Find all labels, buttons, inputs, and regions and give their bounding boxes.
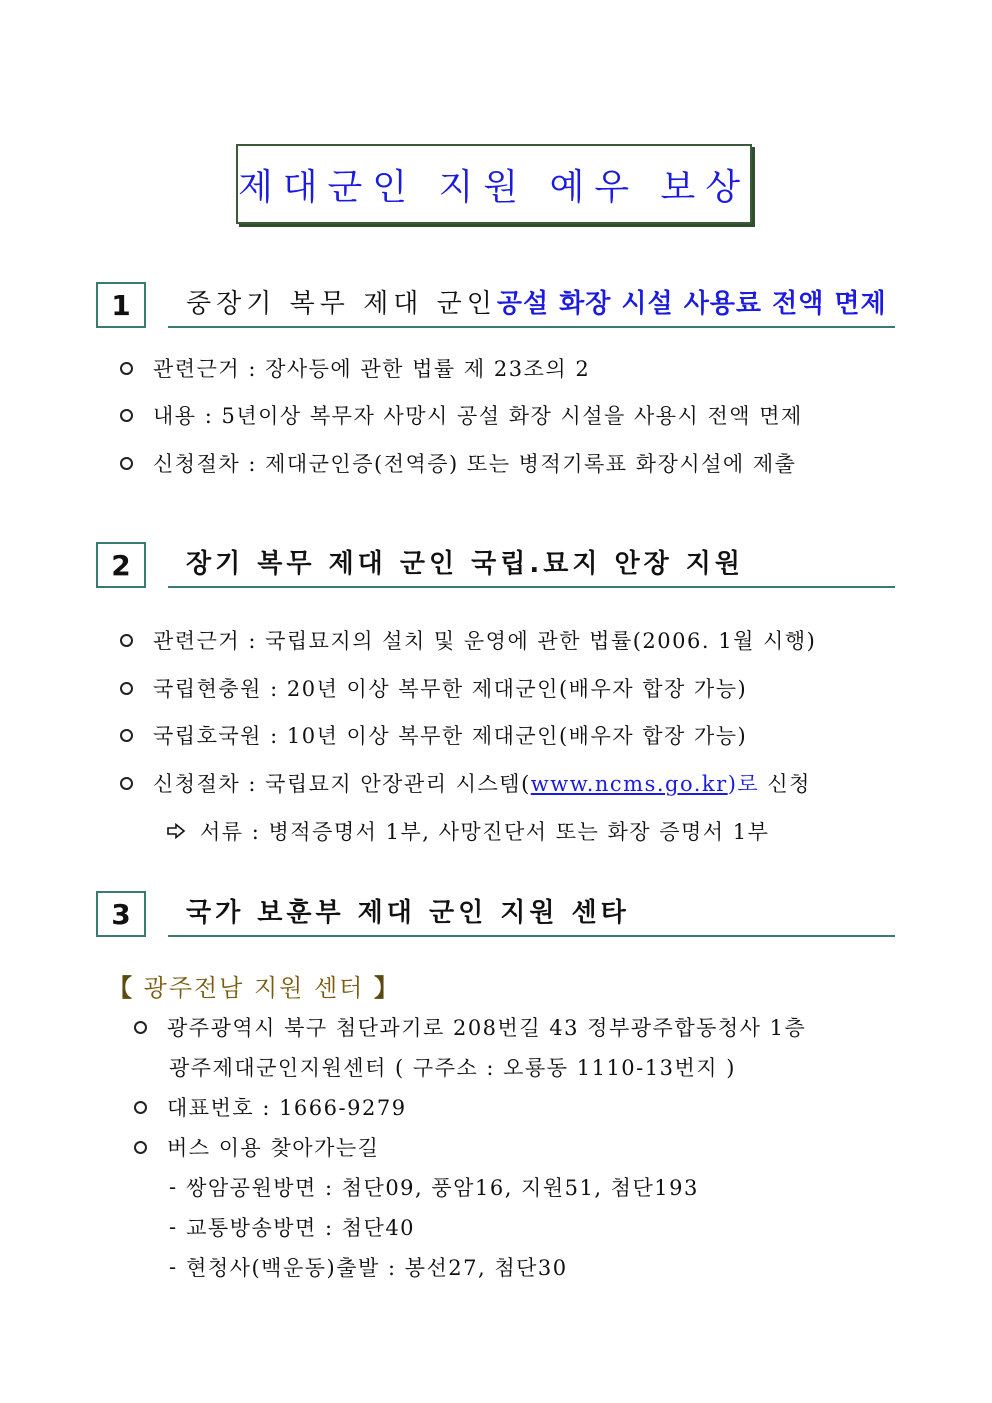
item-text <box>153 768 811 798</box>
section-3-number: 3 <box>96 891 146 937</box>
item-text: 관련근거 : 국립묘지의 설치 및 운영에 관한 법률(2006. 1월 시행) <box>153 629 817 653</box>
list-item <box>120 720 747 750</box>
item-text: 신청절차 : 제대군인증(전역증) 또는 병적기록표 화장시설에 제출 <box>153 452 797 476</box>
bus-route-text: 교통방송방면 : 첨단40 <box>186 1216 416 1240</box>
list-item <box>120 448 796 478</box>
circle-bullet-icon <box>120 409 133 422</box>
list-item <box>120 353 590 383</box>
list-item <box>120 673 747 703</box>
address-item <box>134 1012 806 1042</box>
list-item <box>120 625 816 655</box>
bus-route <box>169 1212 415 1242</box>
item-text: 국립호국원 : 10년 이상 복무한 제대군인(배우자 합장 가능) <box>153 724 748 748</box>
section-2-heading <box>168 542 895 588</box>
address-line-2-row <box>169 1052 736 1082</box>
circle-bullet-icon <box>120 362 133 375</box>
section-1-heading <box>168 282 895 328</box>
documents-line <box>166 816 769 846</box>
section-2-number: 2 <box>96 542 146 588</box>
item-text: 관련근거 : 장사등에 관한 법률 제 23조의 2 <box>153 357 591 381</box>
bus-route-text: 쌍암공원방면 : 첨단09, 풍암16, 지원51, 첨단193 <box>186 1176 699 1200</box>
circle-bullet-icon <box>120 729 133 742</box>
apply-link-tail: )로 <box>727 772 760 796</box>
item-text: 국립현충원 : 20년 이상 복무한 제대군인(배우자 합장 가능) <box>153 677 748 701</box>
address-line-2: 광주제대군인지원센터 ( 구주소 : 오룡동 1110-13번지 ) <box>169 1056 736 1080</box>
bus-route <box>169 1252 568 1282</box>
dash-bullet-icon: - <box>169 1255 177 1279</box>
page-title: 제대군인 지원 예우 보상 <box>237 166 751 208</box>
bus-route <box>169 1172 699 1202</box>
circle-bullet-icon <box>134 1021 147 1034</box>
apply-suffix: 신청 <box>759 772 811 796</box>
circle-bullet-icon <box>134 1101 147 1114</box>
phone-item <box>134 1092 407 1122</box>
section-1-heading-highlight: 공설 화장 시설 사용료 전액 면제 <box>496 289 887 319</box>
circle-bullet-icon <box>120 777 133 790</box>
bus-title: 버스 이용 찾아가는길 <box>167 1136 380 1160</box>
documents-text: 서류 : 병적증명서 1부, 사망진단서 또는 화장 증명서 1부 <box>200 820 770 844</box>
dash-bullet-icon: - <box>169 1175 177 1199</box>
center-title <box>108 968 400 1003</box>
circle-bullet-icon <box>120 457 133 470</box>
bus-item <box>134 1132 379 1162</box>
dash-bullet-icon: - <box>169 1215 177 1239</box>
circle-bullet-icon <box>120 634 133 647</box>
circle-bullet-icon <box>134 1141 147 1154</box>
arrow-right-icon <box>166 823 186 839</box>
item-text: 내용 : 5년이상 복무자 사망시 공설 화장 시설을 사용시 전액 면제 <box>153 404 803 428</box>
section-3-heading-text: 국가 보훈부 제대 군인 지원 센타 <box>186 898 630 928</box>
bracket-close: 】 <box>374 974 400 1002</box>
address-line-1: 광주광역시 북구 첨단과기로 208번길 43 정부광주합동청사 1층 <box>167 1016 807 1040</box>
ncms-link[interactable]: www.ncms.go.kr <box>530 772 728 796</box>
section-1-number: 1 <box>96 282 146 328</box>
title-box <box>236 144 752 224</box>
center-name: 광주전남 지원 센터 <box>134 974 374 1002</box>
circle-bullet-icon <box>120 682 133 695</box>
apply-prefix: 신청절차 : 국립묘지 안장관리 시스템( <box>153 772 531 796</box>
bus-route-text: 현청사(백운동)출발 : 봉선27, 첨단30 <box>186 1256 568 1280</box>
section-1-heading-plain: 중장기 복무 제대 군인 <box>186 289 497 319</box>
section-3-heading <box>168 891 895 937</box>
list-item <box>120 400 803 430</box>
section-2-heading-text: 장기 복무 제대 군인 국립.묘지 안장 지원 <box>186 549 745 579</box>
list-item <box>120 768 811 798</box>
bracket-open: 【 <box>108 974 134 1002</box>
phone-text: 대표번호 : 1666-9279 <box>167 1096 407 1120</box>
